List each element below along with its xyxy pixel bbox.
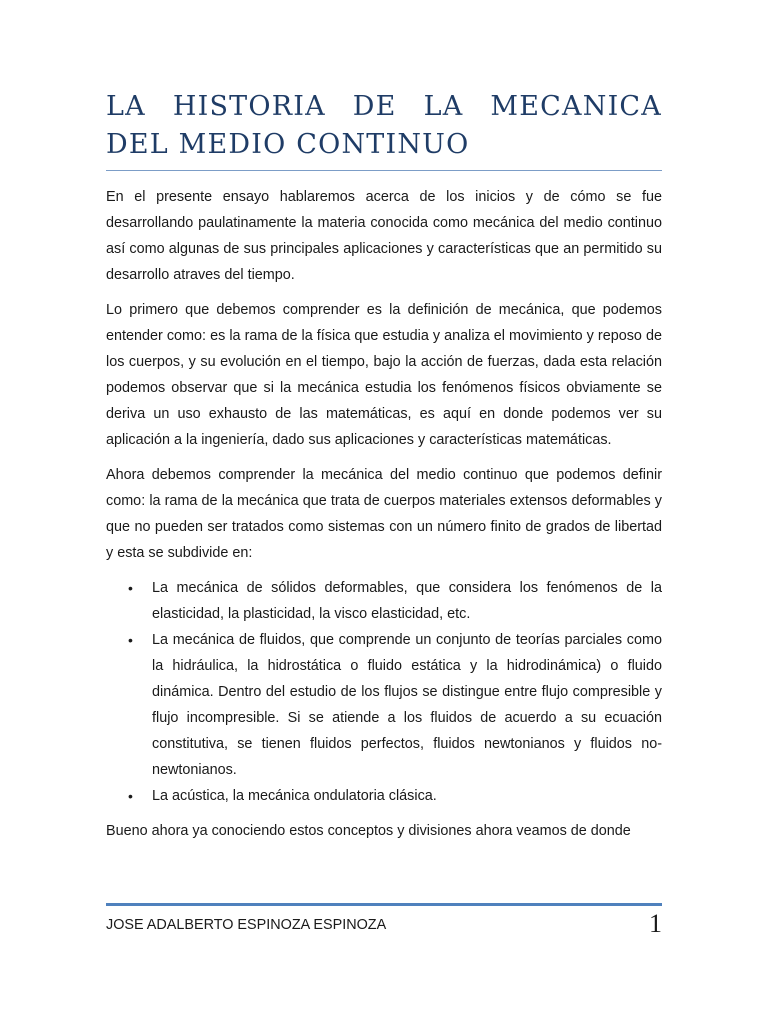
- paragraph-closing: Bueno ahora ya conociendo estos conceptos y divisiones ahora veamos de donde: [106, 823, 631, 839]
- footer-rule: [106, 903, 662, 906]
- page-number: 1: [649, 909, 662, 938]
- list-item-text: La acústica, la mecánica ondulatoria clásica.: [152, 788, 437, 804]
- footer-author: JOSE ADALBERTO ESPINOZA ESPINOZA: [106, 917, 387, 933]
- subdivision-list: [106, 575, 662, 809]
- paragraph-intro: En el presente ensayo hablaremos acerca de los inicios y de cómo se fue desarrollando paulatinamente la materia conocida como mecánica del medio continuo así como algunas de sus principales aplicaciones y características que an permitido su desarrollo atraves del tiempo.: [106, 189, 662, 283]
- bullet-icon: •: [128, 632, 133, 648]
- document-title: LA HISTORIA DE LA MECANICA DEL MEDIO CONTINUO: [106, 91, 662, 160]
- bullet-icon: •: [128, 580, 133, 596]
- bullet-icon: •: [128, 788, 133, 804]
- list-item: [128, 575, 662, 627]
- document-body: [106, 184, 662, 853]
- list-item: [128, 627, 662, 783]
- list-item-text: La mecánica de sólidos deformables, que considera los fenómenos de la elasticidad, la plasticidad, la visco elasticidad, etc.: [152, 580, 662, 622]
- list-item-text: La mecánica de fluidos, que comprende un conjunto de teorías parciales como la hidráulica, la hidrostática o fluido estática y la hidrodinámica) o fluido dinámica. Dentro del estudio de los flujos se distingue entre flujo compresible y flujo incompresible. Si se atiende a los fluidos de acuerdo a su ecuación constitutiva, se tienen fluidos perfectos, fluidos newtonianos y fluidos no-newtonianos.: [152, 632, 662, 778]
- list-item: [128, 783, 662, 809]
- paragraph-continuum: Ahora debemos comprender la mecánica del medio continuo que podemos definir como: la rama de la mecánica que trata de cuerpos materiales extensos deformables y que no pueden ser tratados como sistemas con un número finito de grados de libertad y esta se subdivide en:: [106, 467, 662, 561]
- title-underline: [106, 170, 662, 171]
- paragraph-definition: Lo primero que debemos comprender es la definición de mecánica, que podemos entender como: es la rama de la física que estudia y analiza el movimiento y reposo de los cuerpos, y su evolución en el tiempo, bajo la acción de fuerzas, dada esta relación podemos observar que si la mecánica estudia los fenómenos físicos obviamente se deriva un uso exhausto de las matemáticas, es aquí en donde podemos ver su aplicación a la ingeniería, dado sus aplicaciones y características matemáticas.: [106, 302, 662, 448]
